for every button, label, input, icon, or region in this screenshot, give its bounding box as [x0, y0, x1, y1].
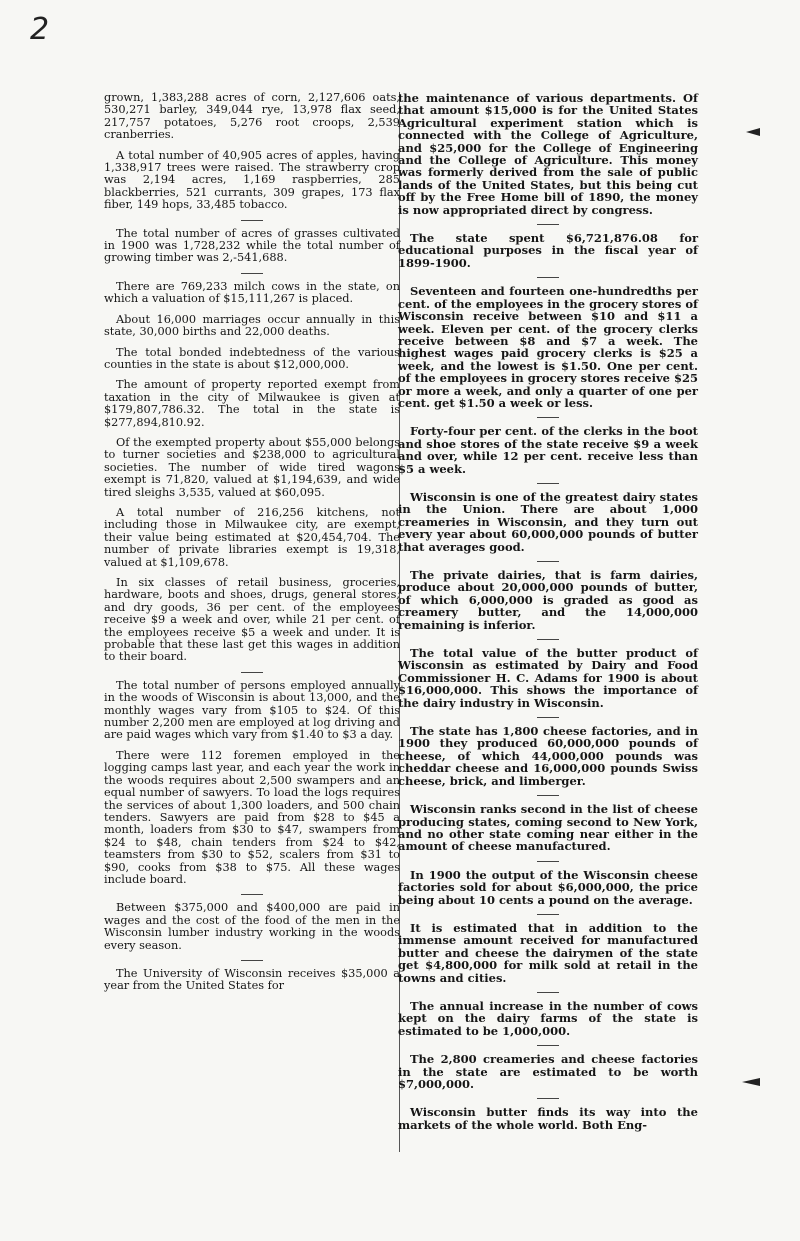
- paragraph: About 16,000 marriages occur annually in this state, 30,000 births and 22,000 deaths.: [104, 312, 400, 339]
- paragraph: Between $375,000 and $400,000 are paid in wages and the cost of the food of the men in the Wisconsin lumber industry working in the woods every season.: [104, 901, 400, 952]
- separator-dash: [537, 639, 559, 640]
- separator-dash: [241, 220, 263, 221]
- separator-dash: [537, 277, 559, 278]
- separator-dash: [537, 795, 559, 796]
- paragraph: In 1900 the output of the Wisconsin cheese factories sold for about $6,000,000, the price being about 10 cents a pound on the average.: [398, 867, 698, 907]
- paragraph: The private dairies, that is farm dairies, produce about 20,000,000 pounds of butter, of which 6,000,000 is graded as good as creamery butter, and the 14,000,000 remaining is inferior.: [398, 568, 698, 632]
- left-column: [104, 92, 400, 1001]
- margin-arrow-icon: [746, 128, 760, 136]
- paragraph: The amount of property reported exempt from taxation in the city of Milwaukee is given at $179,807,786.32. The total in the state is $277,894,810.92.: [104, 378, 400, 429]
- margin-arrow-icon: [742, 1078, 760, 1086]
- paragraph: The total value of the butter product of Wisconsin as estimated by Dairy and Food Commissioner H. C. Adams for 1900 is about $16,000,000. This shows the importance of the dairy industry in Wisconsin.: [398, 646, 698, 710]
- separator-dash: [537, 483, 559, 484]
- separator-dash: [537, 417, 559, 418]
- paragraph: The annual increase in the number of cows kept on the dairy farms of the state is estimated to be 1,000,000.: [398, 998, 698, 1038]
- separator-dash: [537, 1045, 559, 1046]
- paragraph: Seventeen and fourteen one-hundredths per cent. of the employees in the grocery stores of Wisconsin receive between $10 and $11 a week. Eleven per cent. of the grocery clerks receive between $8 and $7 a week. The highest wages paid grocery clerks is $25 a week, and the lowest is $1.50. One per cent. of the employees in grocery stores receive $25 or more a week, and only a quarter of one per cent. get $1.50 a week or less.: [398, 284, 698, 410]
- paragraph: the maintenance of various departments. Of that amount $15,000 is for the United States Agricultural experiment station which is connected with the College of Agriculture, and $25,000 for the College of Engineering and the College of Agriculture. This money was formerly derived from the sale of public lands of the United States, but this being cut off by the Free Home bill of 1890, the money is now appropriated direct by congress.: [398, 91, 698, 217]
- separator-dash: [241, 894, 263, 895]
- paragraph: The University of Wisconsin receives $35,000 a year from the United States for: [104, 966, 400, 993]
- paragraph: There were 112 foremen employed in the logging camps last year, and each year the work in the woods requires about 2,500 swampers and an equal number of sawyers. To load the logs requires the services of about 1,300 loaders, and 500 chain tenders. Sawyers are paid from $28 to $45 a month, loaders from $30 to $47, swampers from $24 to $48, chain tenders from $24 to $42, teamsters from $30 to $52, scalers from $31 to $90, cooks from $38 to $75. All these wages include board.: [104, 748, 400, 886]
- separator-dash: [241, 672, 263, 673]
- paragraph: The state has 1,800 cheese factories, and in 1900 they produced 60,000,000 pounds of cheese, of which 44,000,000 pounds was cheddar cheese and 16,000,000 pounds Swiss cheese, brick, and limberger.: [398, 724, 698, 788]
- paragraph: The total number of persons employed annually in the woods of Wisconsin is about 13,000, and the monthly wages vary from $105 to $24. Of this number 2,200 men are employed at log driving and are paid wages which vary from $1.40 to $3 a day.: [104, 678, 400, 742]
- paragraph: A total number of 216,256 kitchens, not including those in Milwaukee city, are exempt, their value being estimated at $20,454,704. The number of private libraries exempt is 19,318, valued at $1,109,678.: [104, 505, 400, 569]
- separator-dash: [537, 914, 559, 915]
- paragraph: The 2,800 creameries and cheese factories in the state are estimated to be worth $7,000,000.: [398, 1052, 698, 1091]
- paragraph: Wisconsin is one of the greatest dairy states in the Union. There are about 1,000 creameries in Wisconsin, and they turn out every year about 60,000,000 pounds of butter that averages good.: [398, 489, 698, 554]
- paragraph: Wisconsin ranks second in the list of cheese producing states, coming second to New York, and no other state coming near either in the amount of cheese manufactured.: [398, 802, 698, 854]
- paragraph: The total bonded indebtedness of the various counties in the state is about $12,000,000.: [104, 345, 400, 371]
- paragraph: Wisconsin butter finds its way into the markets of the whole world. Both Eng-: [398, 1105, 698, 1132]
- paragraph: It is estimated that in addition to the immense amount received for manufactured butter and cheese the dairymen of the state get $4,800,000 for milk sold at retail in the towns and cities.: [398, 920, 698, 985]
- separator-dash: [241, 273, 263, 274]
- separator-dash: [537, 1098, 559, 1099]
- paragraph: Of the exempted property about $55,000 belongs to turner societies and $238,000 to agricultural societies. The number of wide tired wagons exempt is 71,820, valued at $1,194,639, and wide tired sleighs 3,535, valued at $60,095.: [104, 435, 400, 499]
- separator-dash: [537, 992, 559, 993]
- paragraph: A total number of 40,905 acres of apples, having 1,338,917 trees were raised. The strawberry crop was 2,194 acres, 1,169 raspberries, 285 blackberries, 521 currants, 309 grapes, 173 flax fiber, 149 hops, 33,485 tobacco.: [104, 148, 400, 212]
- paragraph: Forty-four per cent. of the clerks in the boot and shoe stores of the state receive $9 a week and over, while 12 per cent. receive less than $5 a week.: [398, 424, 698, 476]
- separator-dash: [537, 561, 559, 562]
- paragraph: There are 769,233 milch cows in the state, on which a valuation of $15,111,267 is placed.: [104, 279, 400, 306]
- paragraph: grown, 1,383,288 acres of corn, 2,127,606 oats, 530,271 barley, 349,044 rye, 13,978 flax seed, 217,757 potatoes, 5,276 root croops, 2,539 cranberries.: [104, 91, 400, 142]
- right-column: [398, 92, 698, 1139]
- separator-dash: [241, 960, 263, 961]
- separator-dash: [537, 861, 559, 862]
- paragraph: The state spent $6,721,876.08 for educational purposes in the fiscal year of 1899-1900.: [398, 231, 698, 270]
- paragraph: In six classes of retail business, groceries, hardware, boots and shoes, drugs, general stores, and dry goods, 36 per cent. of the employees receive $9 a week and over, while 21 per cent. of the employees receive $5 a week and under. It is probable that these last get this wages in addition to their board.: [104, 576, 400, 664]
- separator-dash: [537, 224, 559, 225]
- separator-dash: [537, 717, 559, 718]
- paragraph: The total number of acres of grasses cultivated in 1900 was 1,728,232 while the total number of growing timber was 2,-541,688.: [104, 226, 400, 265]
- page-number: 2: [30, 12, 50, 47]
